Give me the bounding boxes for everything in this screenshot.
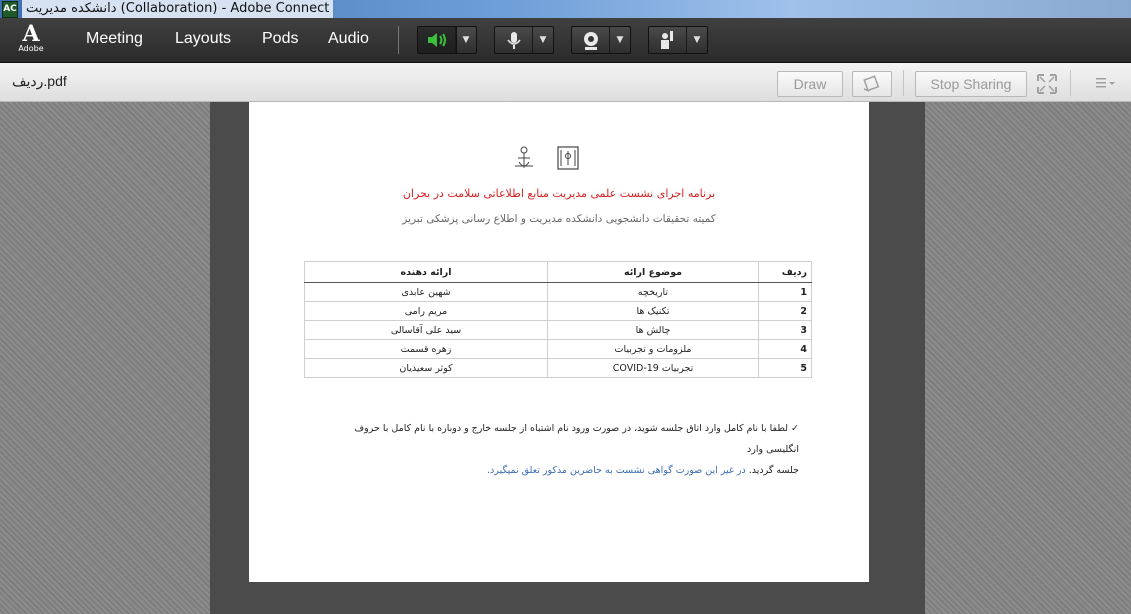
university-logos [509,144,589,172]
draw-button[interactable]: Draw [777,71,843,97]
adobe-logo-mark: A [22,21,40,47]
menu-audio[interactable]: Audio [328,30,369,47]
university-emblem-icon [509,144,539,172]
cell-row-number: 5 [759,359,812,378]
cell-presenter: مریم رامی [305,302,548,321]
webcam-control[interactable] [571,26,631,54]
menu-meeting[interactable]: Meeting [86,30,143,47]
cell-topic: ملزومات و تجربیات [548,340,759,359]
cell-presenter: سید علی آقاسالی [305,321,548,340]
cell-topic: تجربیات COVID-19 [548,359,759,378]
stop-sharing-button[interactable]: Stop Sharing [915,71,1027,97]
microphone-control[interactable] [494,26,554,54]
table-row [305,340,812,359]
cell-topic: چالش ها [548,321,759,340]
cell-row-number: 4 [759,340,812,359]
toolbar-divider [903,70,904,96]
menu-pods[interactable]: Pods [262,30,299,47]
cell-presenter: شهین عابدی [305,283,548,302]
cell-presenter: زهره قسمت [305,340,548,359]
cell-presenter: کوثر سعیدیان [305,359,548,378]
menu-layouts[interactable]: Layouts [175,30,232,47]
toolbar-divider [1070,70,1071,96]
note-line-2 [319,460,799,481]
cell-row-number: 1 [759,283,812,302]
speaker-dropdown-icon[interactable]: ▼ [455,27,476,53]
cell-topic: تاریخچه [548,283,759,302]
app-icon: AC [2,1,18,18]
webcam-dropdown-icon[interactable]: ▼ [609,27,630,53]
menu-bar [0,18,1131,63]
speaker-button[interactable] [418,27,457,53]
microphone-button[interactable] [495,27,533,53]
webcam-button[interactable] [572,27,610,53]
cell-row-number: 2 [759,302,812,321]
schedule-table [304,261,812,378]
webcam-icon [572,27,610,53]
raise-hand-control[interactable] [648,26,708,54]
note-line-1: ✓ لطفا با نام کامل وارد اتاق جلسه شوید، در صورت ورود نام اشتباه از جلسه خارج و دوباره با نام کامل با حروف انگلیسی وارد [354,423,799,455]
window-title-bar [0,0,1131,18]
header-presenter: ارائه دهنده [305,262,548,283]
cell-topic: تکنیک ها [548,302,759,321]
table-row [305,283,812,302]
sync-button[interactable] [852,71,892,97]
raise-hand-button[interactable] [649,27,687,53]
table-row [305,359,812,378]
table-row [305,302,812,321]
adobe-logo [18,23,44,57]
pod-title: ردیف.pdf [12,73,67,89]
microphone-icon [495,27,533,53]
sync-icon [853,72,891,96]
document-subheading: کمیته تحقیقات دانشجویی دانشکده مدیریت و اطلاع رسانی پزشکی تبریز [402,213,716,225]
pdf-page [249,102,869,582]
note-line-2-start: جلسه گردید. [748,465,799,476]
table-row [305,321,812,340]
document-heading: برنامه اجرای نشست علمی مدیریت منابع اطلاعاتی سلامت در بحران [402,187,716,200]
header-topic: موضوع ارائه [548,262,759,283]
microphone-dropdown-icon[interactable]: ▼ [532,27,553,53]
cell-row-number: 3 [759,321,812,340]
adobe-logo-text: Adobe [18,44,44,53]
table-header-row [305,262,812,283]
header-row-number: ردیف [759,262,812,283]
faculty-book-icon [557,146,579,170]
note-warning-text: در غیر این صورت گواهی نشست به حاضرین مذکور تعلق نمیگیرد. [486,465,749,476]
raise-hand-icon [649,27,687,53]
share-pod-content [0,102,1131,614]
attendance-note [319,418,799,481]
share-pod-header [0,63,1131,102]
window-title: دانشکده مدیریت (Collaboration) - Adobe Connect [22,0,333,18]
raise-hand-dropdown-icon[interactable]: ▼ [686,27,707,53]
speaker-control[interactable] [417,26,477,54]
menu-divider [398,26,399,54]
fullscreen-icon[interactable] [1036,73,1058,95]
pod-options-menu-icon[interactable] [1094,75,1118,91]
speaker-icon [418,27,456,53]
